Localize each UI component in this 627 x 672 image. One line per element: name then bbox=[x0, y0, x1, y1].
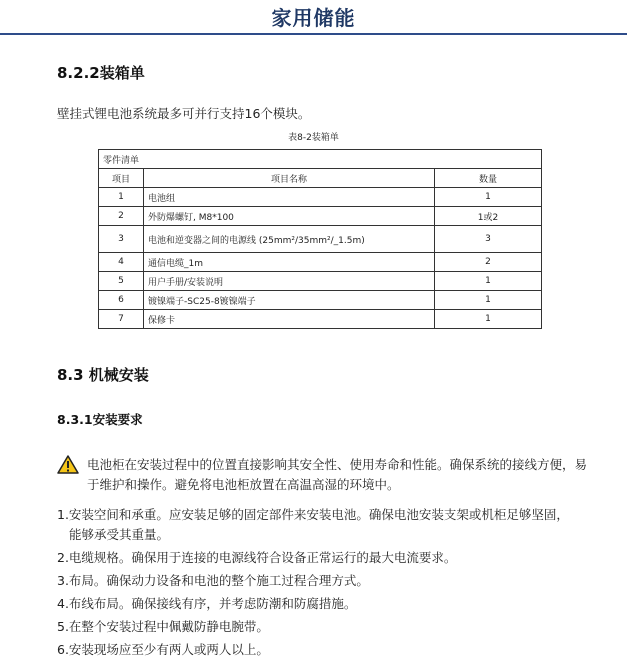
row-name: 保修卡 bbox=[144, 310, 435, 329]
row-no: 7 bbox=[99, 310, 144, 329]
row-name: 用户手册/安装说明 bbox=[144, 272, 435, 291]
row-no: 4 bbox=[99, 253, 144, 272]
list-item-continuation: 能够承受其重量。 bbox=[69, 527, 170, 542]
table-title-row bbox=[99, 150, 542, 169]
warning-text: 电池柜在安装过程中的位置直接影响其安全性、使用寿命和性能。确保系统的接线方便，易于维护和操作。避免将电池柜放置在高温高湿的环境中。 bbox=[87, 457, 588, 492]
table-row bbox=[99, 188, 542, 207]
section-heading-8-3-1: 8.3.1安装要求 bbox=[57, 412, 143, 427]
requirements-list bbox=[57, 505, 587, 663]
table-header-row bbox=[99, 169, 542, 188]
table-caption: 表8-2装箱单 bbox=[288, 133, 339, 143]
row-qty: 1 bbox=[435, 188, 542, 207]
column-header-no: 项目 bbox=[99, 169, 144, 188]
column-header-name: 项目名称 bbox=[144, 169, 435, 188]
table-row bbox=[99, 272, 542, 291]
table-title: 零件清单 bbox=[99, 150, 542, 169]
row-qty: 1或2 bbox=[435, 207, 542, 226]
table-row bbox=[99, 310, 542, 329]
row-no: 1 bbox=[99, 188, 144, 207]
list-item: 4.布线布局。确保接线有序，并考虑防潮和防腐措施。 bbox=[57, 596, 357, 611]
header-divider bbox=[0, 33, 627, 35]
row-qty: 3 bbox=[435, 226, 542, 253]
row-qty: 2 bbox=[435, 253, 542, 272]
table-row bbox=[99, 207, 542, 226]
row-no: 2 bbox=[99, 207, 144, 226]
list-item-text: 1.安装空间和承重。应安装足够的固定部件来安装电池。确保电池安装支架或机柜足够坚固， bbox=[57, 507, 569, 522]
row-name: 通信电缆_1m bbox=[144, 253, 435, 272]
row-name: 电池和逆变器之间的电源线 (25mm²/35mm²/_1.5m) bbox=[144, 226, 435, 253]
row-name: 镀镍端子-SC25-8镀镍端子 bbox=[144, 291, 435, 310]
table-row bbox=[99, 291, 542, 310]
row-no: 3 bbox=[99, 226, 144, 253]
warning-triangle-icon bbox=[57, 455, 79, 474]
row-no: 5 bbox=[99, 272, 144, 291]
row-name: 外防爆螺钉, M8*100 bbox=[144, 207, 435, 226]
row-qty: 1 bbox=[435, 310, 542, 329]
section-heading-8-3: 8.3 机械安装 bbox=[57, 366, 149, 384]
table-row bbox=[99, 253, 542, 272]
column-header-qty: 数量 bbox=[435, 169, 542, 188]
row-name: 电池组 bbox=[144, 188, 435, 207]
table-row bbox=[99, 226, 542, 253]
section-heading-8-2-2: 8.2.2装箱单 bbox=[57, 64, 145, 82]
intro-paragraph: 壁挂式锂电池系统最多可并行支持16个模块。 bbox=[57, 106, 311, 121]
list-item: 6.安装现场应至少有两人或两人以上。 bbox=[57, 642, 269, 657]
row-no: 6 bbox=[99, 291, 144, 310]
list-item bbox=[57, 505, 587, 545]
list-item: 3.布局。确保动力设备和电池的整个施工过程合理方式。 bbox=[57, 573, 369, 588]
row-qty: 1 bbox=[435, 272, 542, 291]
list-item: 5.在整个安装过程中佩戴防静电腕带。 bbox=[57, 619, 269, 634]
list-item: 2.电缆规格。确保用于连接的电源线符合设备正常运行的最大电流要求。 bbox=[57, 550, 457, 565]
packing-list-table bbox=[98, 149, 542, 329]
page-header-title: 家用储能 bbox=[271, 6, 356, 30]
row-qty: 1 bbox=[435, 291, 542, 310]
